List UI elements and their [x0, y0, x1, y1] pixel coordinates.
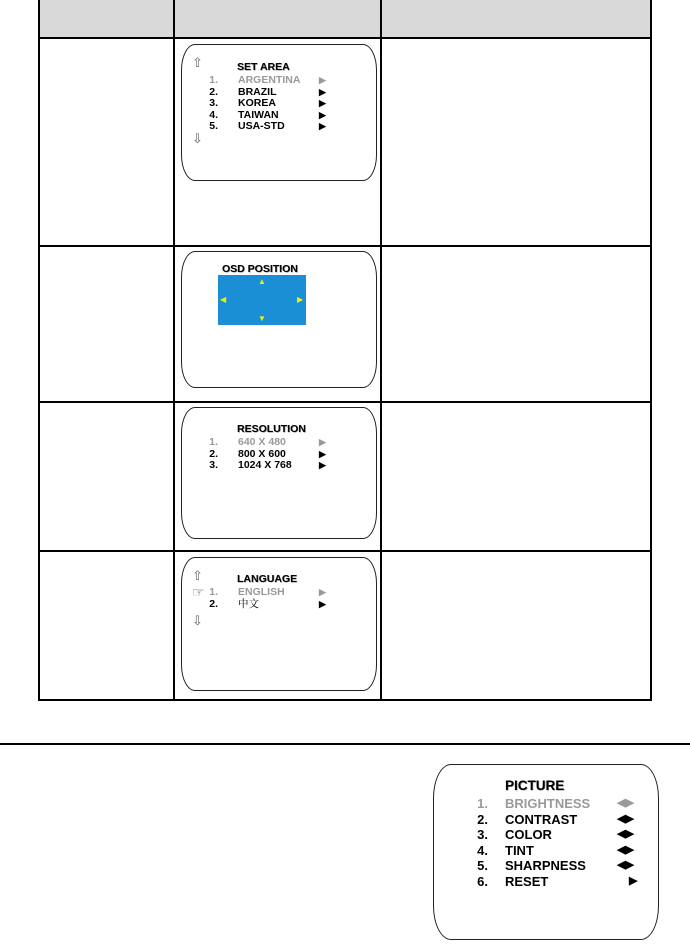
row-divider — [40, 401, 650, 403]
menu-item[interactable]: 6. RESET ▶ — [477, 873, 638, 889]
submenu-arrow-icon: ▶ — [319, 98, 326, 108]
menu-title: RESOLUTION — [237, 423, 306, 435]
menu-item[interactable]: 1. BRIGHTNESS ◀▶ — [477, 796, 634, 811]
osd-position-area[interactable] — [218, 275, 306, 325]
menu-item[interactable]: 3. COLOR ◀▶ — [477, 827, 634, 842]
menu-item[interactable]: 1. ARGENTINA ▶ — [209, 74, 326, 86]
menu-item[interactable]: 2. 800 X 600 ▶ — [209, 447, 326, 460]
menu-title: PICTURE — [505, 778, 565, 793]
column-divider — [380, 0, 382, 699]
menu-item[interactable]: 1. 640 X 480 ▶ — [209, 436, 326, 448]
pointer-hand-icon: ☞ — [192, 584, 205, 600]
scroll-down-icon: ⇩ — [192, 131, 203, 146]
menu-item[interactable]: 5. USA-STD ▶ — [209, 120, 326, 132]
section-divider — [0, 743, 690, 745]
menu-title: SET AREA — [237, 61, 290, 73]
move-right-icon[interactable]: ▶ — [297, 295, 304, 304]
picture-screen — [433, 764, 659, 940]
scroll-up-icon: ⇧ — [192, 55, 203, 70]
menu-item[interactable]: 2. 中文 ▶ — [209, 597, 326, 610]
submenu-arrow-icon: ▶ — [319, 86, 326, 97]
submenu-arrow-icon: ▶ — [319, 437, 326, 447]
submenu-arrow-icon: ▶ — [319, 587, 326, 597]
submenu-arrow-icon: ▶ — [319, 121, 326, 131]
menu-item[interactable]: 2. BRAZIL ▶ — [209, 85, 326, 98]
menu-title: LANGUAGE — [237, 573, 298, 585]
submenu-arrow-icon: ▶ — [319, 460, 326, 470]
menu-item[interactable]: 3. KOREA ▶ — [209, 97, 326, 109]
osd-position-screen — [181, 251, 377, 388]
resolution-screen — [181, 407, 377, 539]
adjust-arrows-icon: ◀▶ — [617, 843, 634, 856]
adjust-arrows-icon: ◀▶ — [617, 812, 634, 825]
adjust-arrows-icon: ◀▶ — [617, 828, 634, 840]
submenu-arrow-icon: ▶ — [629, 874, 638, 887]
submenu-arrow-icon: ▶ — [319, 448, 326, 459]
submenu-arrow-icon: ▶ — [319, 75, 326, 85]
table-header — [40, 0, 650, 39]
language-screen — [181, 557, 377, 691]
column-divider — [173, 0, 175, 699]
move-down-icon[interactable]: ▼ — [258, 314, 266, 323]
set-area-screen — [181, 44, 377, 181]
submenu-arrow-icon: ▶ — [319, 109, 326, 120]
row-divider — [40, 245, 650, 247]
scroll-down-icon: ⇩ — [192, 613, 203, 628]
scroll-up-icon: ⇧ — [192, 568, 203, 583]
menu-item[interactable]: 4. TINT ◀▶ — [477, 842, 634, 858]
menu-item[interactable]: 4. TAIWAN ▶ — [209, 108, 326, 121]
adjust-arrows-icon: ◀▶ — [617, 797, 634, 809]
menu-item[interactable]: 5. SHARPNESS ◀▶ — [477, 858, 634, 873]
menu-item[interactable]: 1. ENGLISH ▶ — [209, 586, 326, 598]
row-divider — [40, 550, 650, 552]
submenu-arrow-icon: ▶ — [319, 598, 326, 609]
adjust-arrows-icon: ◀▶ — [617, 859, 634, 871]
move-up-icon[interactable]: ▲ — [258, 277, 266, 286]
menu-item[interactable]: 2. CONTRAST ◀▶ — [477, 811, 634, 827]
menu-title: OSD POSITION — [222, 263, 298, 275]
menu-item[interactable]: 3. 1024 X 768 ▶ — [209, 459, 326, 471]
move-left-icon[interactable]: ◀ — [220, 295, 227, 304]
